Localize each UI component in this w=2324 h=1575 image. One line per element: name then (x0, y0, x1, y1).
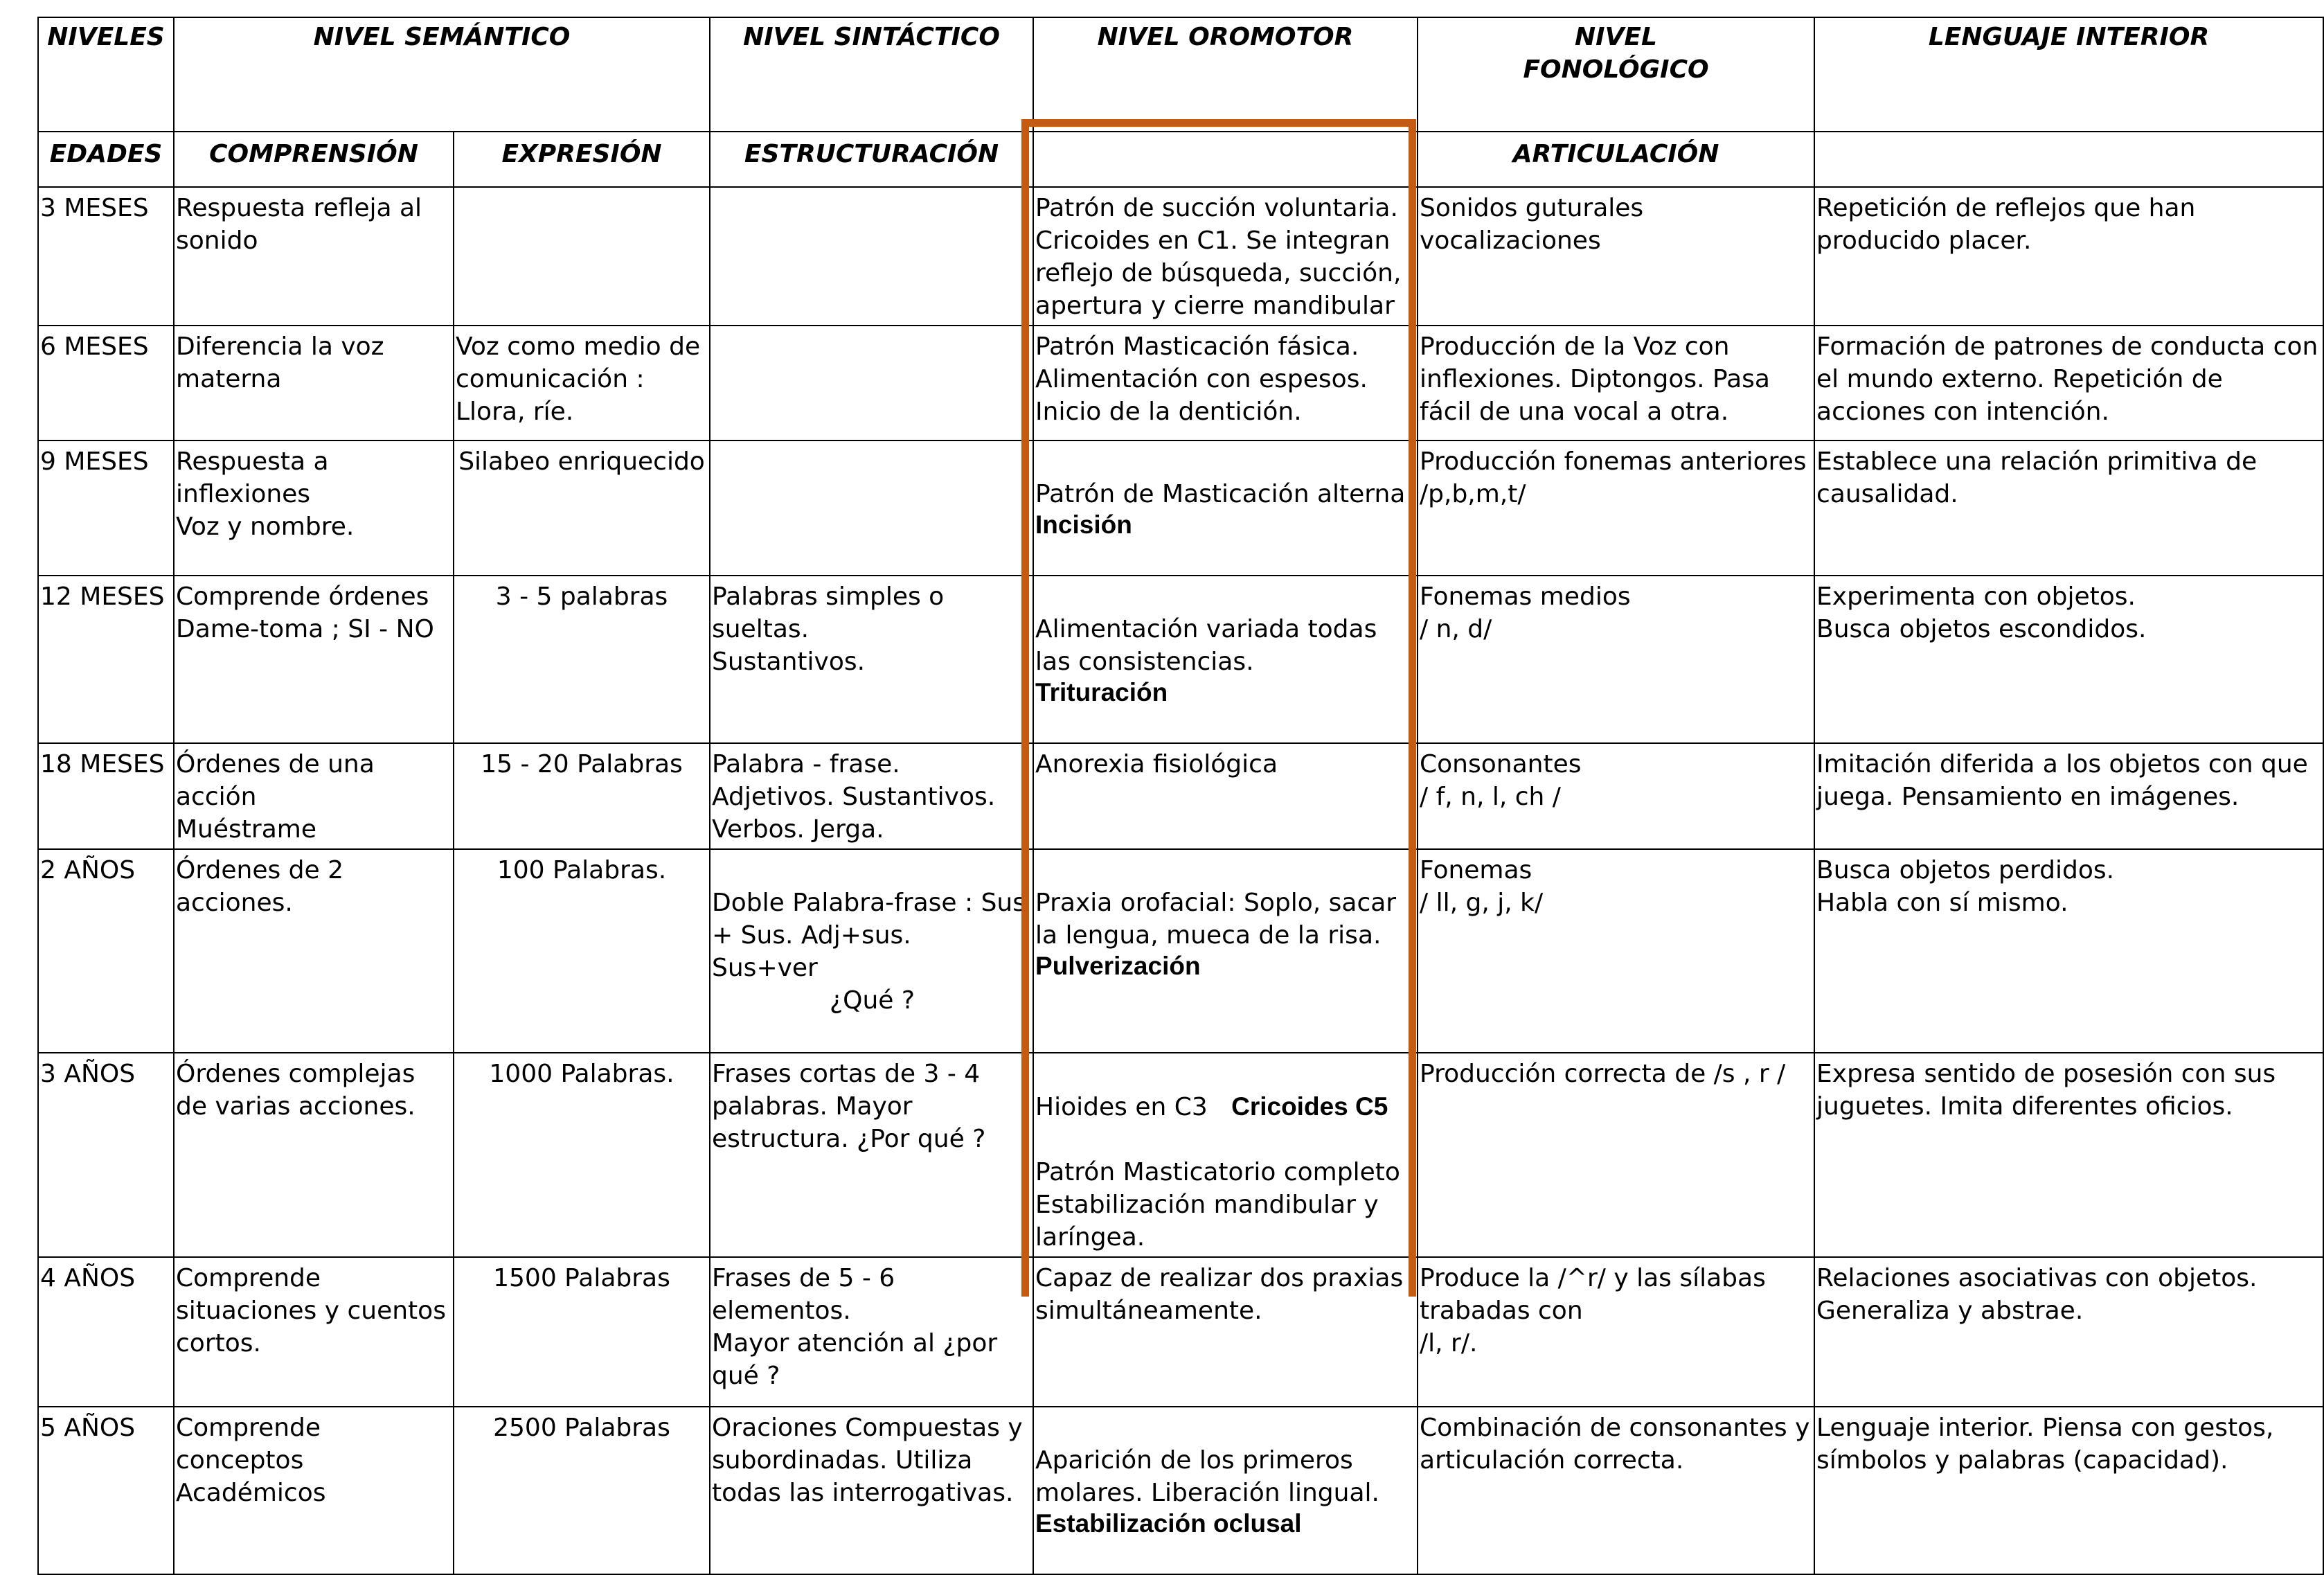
estructuracion-cell: Frases cortas de 3 - 4 palabras. Mayor estructura. ¿Por qué ? (710, 1053, 1033, 1257)
oromotor-cricoides: Cricoides C5 (1231, 1092, 1388, 1121)
oromotor-text: Anorexia fisiológica (1035, 750, 1278, 778)
comprension-cell: Órdenes de 2 acciones. (174, 849, 454, 1053)
age-cell: 12 MESES (38, 576, 174, 743)
header-nivel-fonologico: NIVEL FONOLÓGICO (1418, 17, 1814, 132)
header-articulacion: ARTICULACIÓN (1418, 132, 1814, 187)
age-cell: 18 MESES (38, 743, 174, 849)
table-row (38, 326, 2323, 441)
header-nivel-sintactico: NIVEL SINTÁCTICO (710, 17, 1033, 132)
lenguaje-cell: Busca objetos perdidos. Habla con sí mismo. (1814, 849, 2323, 1053)
estructuracion-cell: Palabra - frase. Adjetivos. Sustantivos. Verbos. Jerga. (710, 743, 1033, 849)
oromotor-phase-label: Pulverización (1035, 952, 1201, 980)
estructuracion-cell: Frases de 5 - 6 elementos. Mayor atención al ¿por qué ? (710, 1257, 1033, 1407)
oromotor-text: Patrón Masticación fásica. Alimentación con espesos. Inicio de la dentición. (1035, 332, 1368, 426)
oromotor-first-line (1035, 1090, 1415, 1123)
header-nivel-semantico: NIVEL SEMÁNTICO (174, 17, 710, 132)
lenguaje-cell: Imitación diferida a los objetos con que juega. Pensamiento en imágenes. (1814, 743, 2323, 849)
articulacion-cell: Fonemas medios / n, d/ (1418, 576, 1814, 743)
oromotor-cell (1033, 1257, 1418, 1407)
oromotor-text: Capaz de realizar dos praxias simultáneamente. (1035, 1264, 1404, 1325)
table-wrapper (37, 17, 2323, 1575)
table-row (38, 576, 2323, 743)
header-nivel-oromotor: NIVEL OROMOTOR (1033, 17, 1418, 132)
estructuracion-question: ¿Qué ? (830, 986, 915, 1015)
age-cell: 6 MESES (38, 326, 174, 441)
articulacion-cell: Producción de la Voz con inflexiones. Diptongos. Pasa fácil de una vocal a otra. (1418, 326, 1814, 441)
estructuracion-text: Doble Palabra-frase : Sus + Sus. Adj+sus. Sus+ver (712, 889, 1026, 982)
table-row (38, 849, 2323, 1053)
header-row-levels (38, 17, 2323, 132)
articulacion-cell: Producción correcta de /s , r / (1418, 1053, 1814, 1257)
comprension-cell: Diferencia la voz materna (174, 326, 454, 441)
oromotor-phase-label: Trituración (1035, 678, 1168, 706)
articulacion-cell: Combinación de consonantes y articulación correcta. (1418, 1407, 1814, 1574)
estructuracion-cell: Oraciones Compuestas y subordinadas. Utiliza todas las interrogativas. (710, 1407, 1033, 1574)
comprension-cell: Comprende órdenes Dame-toma ; SI - NO (174, 576, 454, 743)
header-lenguaje-interior: LENGUAJE INTERIOR (1814, 17, 2323, 132)
expresion-cell: 15 - 20 Palabras (454, 743, 710, 849)
age-cell: 4 AÑOS (38, 1257, 174, 1407)
comprension-cell: Respuesta a inflexiones Voz y nombre. (174, 441, 454, 576)
header-oromotor-blank (1033, 132, 1418, 187)
oromotor-cell (1033, 576, 1418, 743)
comprension-cell: Órdenes complejas de varias acciones. (174, 1053, 454, 1257)
expresion-cell: 3 - 5 palabras (454, 576, 710, 743)
oromotor-phase-label: Estabilización oclusal (1035, 1509, 1302, 1538)
oromotor-text: Patrón de succión voluntaria. Cricoides en C1. Se integran reflejo de búsqueda, succión, apertura y cierre mandibular (1035, 194, 1402, 320)
oromotor-text: Aparición de los primeros molares. Liberación lingual. (1035, 1446, 1379, 1507)
comprension-cell: Órdenes de una acción Muéstrame (174, 743, 454, 849)
expresion-cell: 2500 Palabras (454, 1407, 710, 1574)
comprension-cell: Respuesta refleja al sonido (174, 187, 454, 326)
header-comprension: COMPRENSIÓN (174, 132, 454, 187)
articulacion-cell: Producción fonemas anteriores /p,b,m,t/ (1418, 441, 1814, 576)
oromotor-text: Patrón de Masticación alterna (1035, 480, 1406, 508)
expresion-cell: 1500 Palabras (454, 1257, 710, 1407)
oromotor-cell (1033, 743, 1418, 849)
oromotor-cell (1033, 441, 1418, 576)
expresion-cell: 100 Palabras. (454, 849, 710, 1053)
language-development-table (37, 17, 2324, 1575)
expresion-cell: Voz como medio de comunicación : Llora, ríe. (454, 326, 710, 441)
comprension-cell: Comprende situaciones y cuentos cortos. (174, 1257, 454, 1407)
articulacion-cell: Sonidos guturales vocalizaciones (1418, 187, 1814, 326)
header-lenguaje-blank (1814, 132, 2323, 187)
age-cell: 3 AÑOS (38, 1053, 174, 1257)
lenguaje-cell: Expresa sentido de posesión con sus juguetes. Imita diferentes oficios. (1814, 1053, 2323, 1257)
articulacion-cell: Produce la /^r/ y las sílabas trabadas con /l, r/. (1418, 1257, 1814, 1407)
oromotor-cell (1033, 849, 1418, 1053)
oromotor-text: Patrón Masticatorio completo Estabilización mandibular y laríngea. (1035, 1158, 1400, 1252)
expresion-cell: 1000 Palabras. (454, 1053, 710, 1257)
table-row (38, 441, 2323, 576)
age-cell: 2 AÑOS (38, 849, 174, 1053)
table-row (38, 743, 2323, 849)
lenguaje-cell: Establece una relación primitiva de causalidad. (1814, 441, 2323, 576)
table-row (38, 1053, 2323, 1257)
estructuracion-cell (710, 849, 1033, 1053)
age-cell: 5 AÑOS (38, 1407, 174, 1574)
estructuracion-cell (710, 441, 1033, 576)
table-row (38, 1407, 2323, 1574)
comprension-cell: Comprende conceptos Académicos (174, 1407, 454, 1574)
age-cell: 3 MESES (38, 187, 174, 326)
oromotor-cell (1033, 1407, 1418, 1574)
header-niveles: NIVELES (38, 17, 174, 132)
oromotor-hioides: Hioides en C3 (1035, 1093, 1208, 1121)
expresion-cell: Silabeo enriquecido (454, 441, 710, 576)
oromotor-phase-label: Incisión (1035, 510, 1132, 539)
lenguaje-cell: Experimenta con objetos. Busca objetos escondidos. (1814, 576, 2323, 743)
lenguaje-cell: Relaciones asociativas con objetos. Generaliza y abstrae. (1814, 1257, 2323, 1407)
table-row (38, 1257, 2323, 1407)
expresion-cell (454, 187, 710, 326)
lenguaje-cell: Repetición de reflejos que han producido placer. (1814, 187, 2323, 326)
oromotor-text: Praxia orofacial: Soplo, sacar la lengua, mueca de la risa. (1035, 889, 1397, 950)
header-row-subheads (38, 132, 2323, 187)
lenguaje-cell: Lenguaje interior. Piensa con gestos, símbolos y palabras (capacidad). (1814, 1407, 2323, 1574)
estructuracion-cell (710, 326, 1033, 441)
oromotor-cell (1033, 326, 1418, 441)
header-estructuracion: ESTRUCTURACIÓN (710, 132, 1033, 187)
estructuracion-cell: Palabras simples o sueltas. Sustantivos. (710, 576, 1033, 743)
header-edades: EDADES (38, 132, 174, 187)
estructuracion-cell (710, 187, 1033, 326)
header-expresion: EXPRESIÓN (454, 132, 710, 187)
articulacion-cell: Fonemas / ll, g, j, k/ (1418, 849, 1814, 1053)
oromotor-text: Alimentación variada todas las consistencias. (1035, 615, 1377, 676)
oromotor-cell (1033, 1053, 1418, 1257)
lenguaje-cell: Formación de patrones de conducta con el mundo externo. Repetición de acciones con intención. (1814, 326, 2323, 441)
table-row (38, 187, 2323, 326)
age-cell: 9 MESES (38, 441, 174, 576)
articulacion-cell: Consonantes / f, n, l, ch / (1418, 743, 1814, 849)
oromotor-cell (1033, 187, 1418, 326)
